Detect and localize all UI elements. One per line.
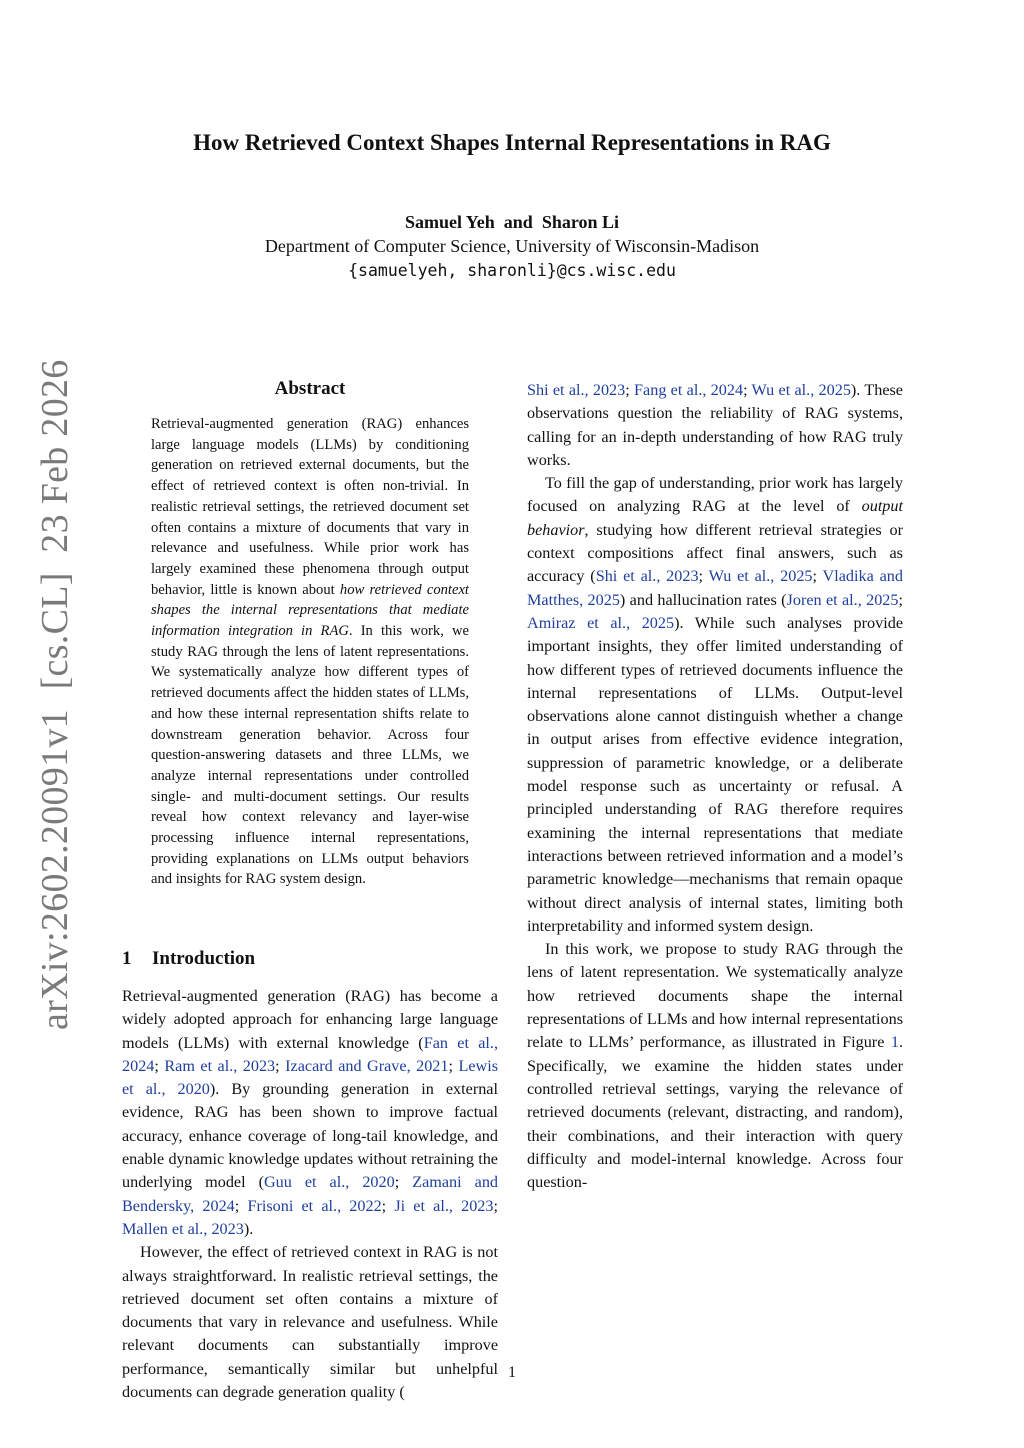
citation-link[interactable]: Amiraz et al., 2025 [527, 613, 675, 632]
citation-link[interactable]: Ji et al., 2023 [394, 1196, 494, 1215]
citation-link[interactable]: Joren et al., 2025 [786, 590, 899, 609]
paragraph-text: Retrieval-augmented generation (RAG) has become a widely adopted approach for enhancing large language models (LLMs) with external knowledge ( [122, 987, 498, 1052]
citation-link[interactable]: Frisoni et al., 2022 [247, 1196, 382, 1215]
abstract-body [151, 414, 469, 890]
abstract-heading: Abstract [274, 378, 346, 399]
abstract-text-part: Retrieval-augmented generation (RAG) enhances large language models (LLMs) by conditioning generation on retrieved external documents, but the effect of retrieved context is often non-trivial. In realistic retrieval settings, the retrieved document set often contains a mixture of documents that vary in relevance and usefulness. While prior work has largely examined these phenomena through output behavior, little is known about [151, 416, 469, 598]
page-number: 1 [508, 1364, 516, 1381]
paragraph-text: ). While such analyses provide important insights, they offer limited understanding of how different types of retrieved documents influence the internal representations of LLMs. Output-level observations alone cannot distinguish whether a change in output arises from effective evidence integration, suppression of parametric knowledge, or a deliberate model response such as uncertainty or refusal. A principled understanding of RAG therefore requires examining the internal representations that mediate interactions between retrieved information and a model’s parametric knowledge—mechanisms that remain opaque without direct analysis of internal states, limiting both interpretability and informed system design. [527, 613, 904, 935]
figure-reference-link[interactable]: 1 [890, 1033, 899, 1052]
paragraph-continued: Shi et al., 2023; Fang et al., 2024; Wu et al., 2025). These observations question the reliability of RAG systems, calling for an in-depth understanding of how RAG truly works. [527, 381, 903, 469]
section-number: 1 [122, 948, 132, 969]
paragraph-text: . Specifically, we examine the hidden states under controlled retrieval settings, varying the relevance of retrieved documents (relevant, distracting, and random), their combinations, and their interaction with query difficulty and model-internal knowledge. Across four question- [527, 1033, 903, 1192]
paragraph-text: To fill the gap of understanding, prior work has largely focused on analyzing RAG at the level of [527, 474, 903, 516]
citation-link[interactable]: Guu et al., 2020 [263, 1173, 395, 1192]
citation-link[interactable]: Lewis et al., 2020 [122, 1056, 499, 1099]
section-heading-introduction [122, 948, 255, 970]
citation-link[interactable]: Fang et al., 2024 [634, 381, 744, 399]
citation-link[interactable]: Vladika and Matthes, 2025 [527, 567, 903, 609]
author-affiliation: Department of Computer Science, University of Wisconsin-Madison [264, 236, 760, 256]
author-names: Samuel Yeh and Sharon Li [404, 212, 620, 232]
paragraph-text: ). These observations question the reliability of RAG systems, calling for an in-depth understanding of how RAG truly works. [527, 381, 903, 469]
abstract-text-part: . In this work, we study RAG through the lens of latent representations. We systematically analyze how different types of retrieved documents affect the hidden states of LLMs, and how these internal representation shifts relate to downstream generation behavior. Across four question-answering datasets and three LLMs, we analyze internal representations under controlled single- and multi-document settings. Our results reveal how context relevancy and layer-wise processing influence internal representations, providing explanations on LLMs output behaviors and insights for RAG system design. [151, 623, 469, 888]
citation-link[interactable]: Wu et al., 2025 [751, 381, 851, 399]
citation-link[interactable]: Wu et al., 2025 [708, 567, 813, 586]
abstract-emphasis: how retrieved context shapes the internal representations that mediate information integration in RAG [151, 581, 469, 640]
arxiv-identifier: arXiv:2602.20091v1 [cs.CL] 23 Feb 2026 [34, 359, 76, 1030]
citation-link[interactable]: Ram et al., 2023 [164, 1056, 276, 1075]
paragraph [527, 938, 903, 1194]
paragraph-text: However, the effect of retrieved context in RAG is not always straightforward. In realistic retrieval settings, the retrieved document set often contains a mixture of documents that vary in relevance and usefulness. While relevant documents can substantially improve performance, semantically similar but unhelpful documents can degrade generation quality ( [122, 1243, 498, 1402]
citation-link[interactable]: Izacard and Grave, 2021 [285, 1056, 449, 1075]
paragraph-text: , studying how different retrieval strategies or context compositions affect final answers, such as accuracy ( [527, 520, 903, 586]
paragraph-text: ). By grounding generation in external evidence, RAG has been shown to improve factual accuracy, enhance coverage of long-tail knowledge, and enable dynamic knowledge updates without retraining the underlying model ( [122, 1080, 498, 1192]
paper-title: How Retrieved Context Shapes Internal Representations in RAG [193, 130, 831, 155]
emphasis-text: output behavior [527, 497, 903, 539]
paragraph: Retrieval-augmented generation (RAG) has become a widely adopted approach for enhancing large language models (LLMs) with external knowledge (Fan et al., 2024; Ram et al., 2023; Izacard and Grave, 2021; Lewis et al., 2020). By grounding generation in external evidence, RAG has been shown to improve factual accuracy, enhance coverage of long-tail knowledge, and enable dynamic knowledge updates without retraining the underlying model (Guu et al., 2020; Zamani and Bendersky, 2024; Frisoni et al., 2022; Ji et al., 2023; Mallen et al., 2023). [122, 987, 499, 1238]
paragraph-text: ) and hallucination rates ( [619, 590, 787, 609]
citation-link[interactable]: Zamani and Bendersky, 2024 [122, 1173, 499, 1215]
citation-link[interactable]: Shi et al., 2023 [527, 381, 626, 399]
left-column-body [122, 985, 498, 1404]
section-title: Introduction [152, 948, 256, 969]
citation-link[interactable]: Mallen et al., 2023 [122, 1219, 244, 1238]
right-column-body [527, 379, 903, 1194]
paragraph-text: In this work, we propose to study RAG through the lens of latent representation. We systematically analyze how retrieved documents shape the internal representations of LLMs and how internal representations relate to LLMs’ performance, as illustrated in Figure [527, 940, 903, 1052]
citation-link[interactable]: Shi et al., 2023 [595, 567, 699, 586]
paragraph-text: ). [243, 1219, 254, 1238]
citation-link[interactable]: Fan et al., 2024 [122, 1033, 498, 1075]
author-email: {samuelyeh, sharonli}@cs.wisc.edu [348, 261, 676, 280]
paragraph: To fill the gap of understanding, prior work has largely focused on analyzing RAG at the level of output behavior, studying how different retrieval strategies or context compositions affect final answers, such as accuracy (Shi et al., 2023; Wu et al., 2025; Vladika and Matthes, 2025) and hallucination rates (Joren et al., 2025; Amiraz et al., 2025). While such analyses provide important insights, they offer limited understanding of how different types of retrieved documents influence the internal representations of LLMs. Output-level observations alone cannot distinguish whether a change in output arises from effective evidence integration, suppression of parametric knowledge, or a deliberate model response such as uncertainty or refusal. A principled understanding of RAG therefore requires examining the internal representations that mediate interactions between retrieved information and a model’s parametric knowledge—mechanisms that remain opaque without direct analysis of internal states, limiting both interpretability and informed system design. [527, 474, 904, 935]
